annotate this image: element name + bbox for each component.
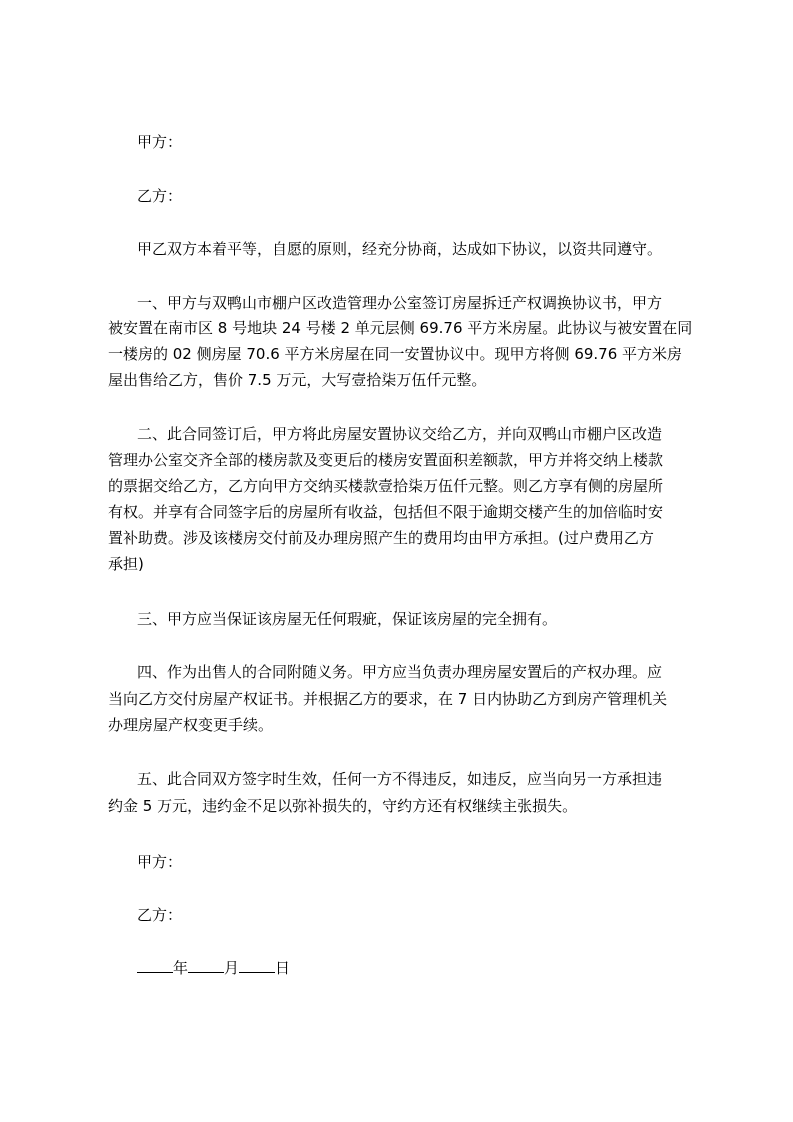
- clause-2-line: 二、此合同签订后，甲方将此房屋安置协议交给乙方，并向双鸭山市棚户区改造: [137, 425, 663, 443]
- month-label: 月: [224, 959, 240, 977]
- clause-4-line: 当向乙方交付房屋产权证书。并根据乙方的要求，在 7 日内协助乙方到房产管理机关: [108, 690, 668, 708]
- party-a-label: 甲方：: [137, 133, 183, 151]
- clause-1-line: 一、甲方与双鸭山市棚户区改造管理办公室签订房屋拆迁产权调换协议书，甲方: [137, 294, 663, 312]
- clause-1-line: 屋出售给乙方，售价 7.5 万元，大写壹拾柒万伍仟元整。: [108, 371, 487, 389]
- clause-2-line: 承担): [108, 555, 144, 573]
- month-blank: [188, 958, 224, 973]
- clause-1-line: 一楼房的 02 侧房屋 70.6 平方米房屋在同一安置协议中。现甲方将侧 69.76 平方米房: [108, 345, 683, 363]
- intro-paragraph: 甲乙双方本着平等，自愿的原则，经充分协商，达成如下协议，以资共同遵守。: [137, 240, 663, 258]
- signature-party-a: 甲方：: [137, 853, 183, 871]
- date-line: [137, 957, 698, 979]
- clause-4-line: 办理房屋产权变更手续。: [108, 716, 274, 734]
- year-label: 年: [173, 959, 189, 977]
- party-b-label: 乙方：: [137, 187, 183, 205]
- clause-1-line: 被安置在南市区 8 号地块 24 号楼 2 单元层侧 69.76 平方米房屋。此协议与被安置在同: [108, 319, 693, 337]
- clause-3-line: 三、甲方应当保证该房屋无任何瑕疵，保证该房屋的完全拥有。: [137, 610, 558, 628]
- year-blank: [137, 958, 173, 973]
- day-blank: [239, 958, 275, 973]
- clause-5-line: 约金 5 万元，违约金不足以弥补损失的，守约方还有权继续主张损失。: [108, 797, 578, 815]
- clause-2-line: 有权。并享有合同签字后的房屋所有收益，包括但不限于逾期交楼产生的加倍临时安: [108, 503, 664, 521]
- clause-5-line: 五、此合同双方签字时生效，任何一方不得违反，如违反，应当向另一方承担违: [137, 770, 663, 788]
- signature-party-b: 乙方：: [137, 906, 183, 924]
- clause-4-line: 四、作为出售人的合同附随义务。甲方应当负责办理房屋安置后的产权办理。应: [137, 663, 663, 681]
- clause-2-line: 置补助费。涉及该楼房交付前及办理房照产生的费用均由甲方承担。(过户费用乙方: [108, 529, 654, 547]
- clause-2-line: 管理办公室交齐全部的楼房款及变更后的楼房安置面积差额款，甲方并将交纳上楼款: [108, 451, 664, 469]
- clause-2-line: 的票据交给乙方，乙方向甲方交纳买楼款壹拾柒万伍仟元整。则乙方享有侧的房屋所: [108, 477, 664, 495]
- day-label: 日: [275, 959, 291, 977]
